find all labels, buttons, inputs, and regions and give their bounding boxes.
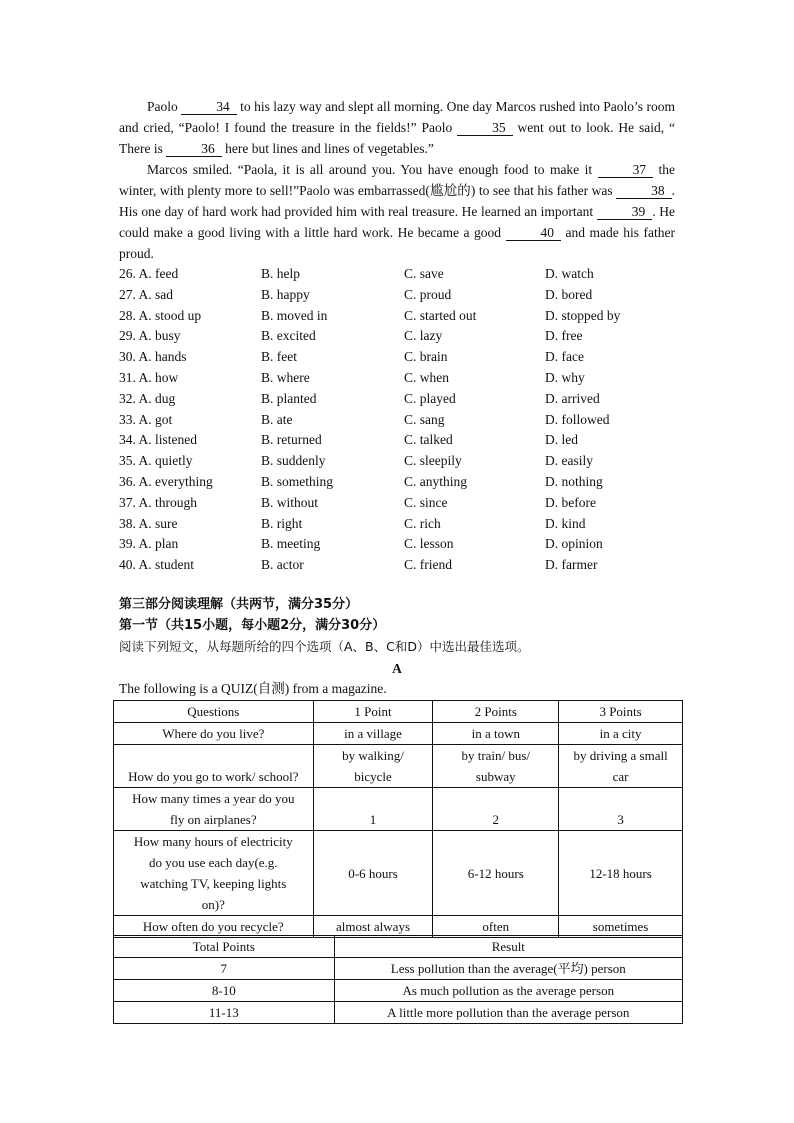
table-row [114,980,683,1002]
passage-paragraph-2 [119,159,675,264]
section-heading: 第三部分阅读理解（共两节，满分35分） [119,596,359,612]
option-row [119,326,675,347]
option-a: 33. A. got [119,411,173,427]
answer-cell: 12-18 hours [559,831,683,916]
question-cell [114,788,314,831]
answer-cell: almost always [313,916,433,938]
option-row [119,306,675,327]
option-b: B. feet [261,349,297,365]
option-a: 36. A. everything [119,473,213,489]
option-a: 28. A. stood up [119,307,202,323]
option-a: 26. A. feed [119,266,179,281]
passage-intro: The following is a QUIZ(自测) from a magazine. [119,680,387,696]
result-cell: Less pollution than the average(平均) person [334,958,682,980]
blank-37: 37 [598,162,654,178]
option-row [119,493,675,514]
quiz-table [113,700,683,938]
result-cell: A little more pollution than the average person [334,1002,682,1024]
cell-line: by train/ bus/ [461,748,531,763]
option-d: D. bored [545,286,593,302]
cell-line: do you use each day(e.g. [149,855,278,870]
option-b: B. ate [261,411,293,427]
option-d: D. arrived [545,390,600,406]
option-c: C. save [404,266,444,281]
text: went out to look. He said, “ There is [119,120,675,156]
option-row [119,430,675,451]
answer-cell: 6-12 hours [433,831,559,916]
question-text: How do you go to work/ school? [128,769,299,784]
cell-line: bicycle [354,769,392,784]
option-a: 32. A. dug [119,390,176,406]
option-b: B. help [261,266,300,281]
option-row [119,264,675,285]
blank-35: 35 [457,120,513,136]
option-a: 29. A. busy [119,328,181,344]
blank-36: 36 [166,141,222,157]
option-d: D. led [545,432,578,448]
table-row [114,958,683,980]
option-row [119,451,675,472]
option-c: C. since [404,494,448,510]
option-c: C. sleepily [404,453,462,469]
instruction: 阅读下列短文，从每题所给的四个选项（A、B、C和D）中选出最佳选项。 [119,638,530,654]
points-cell: 11-13 [114,1002,335,1024]
text: Paolo [147,99,182,114]
option-a: 39. A. plan [119,536,179,552]
option-a: 35. A. quietly [119,453,193,469]
passage-paragraph-1 [119,96,675,159]
table-row [114,788,683,831]
option-row [119,347,675,368]
option-b: B. moved in [261,307,328,323]
answer-cell: 2 [433,788,559,831]
option-d: D. before [545,494,596,510]
option-c: C. talked [404,432,453,448]
option-b: B. suddenly [261,453,326,469]
option-b: B. excited [261,328,316,344]
header-cell: 3 Points [559,701,683,723]
cell-line: by driving a small [573,748,668,763]
cell-line: on)? [201,897,225,912]
text: and made his father proud. [119,225,675,261]
option-d: D. nothing [545,473,603,489]
table-row [114,745,683,788]
option-d: D. easily [545,453,593,469]
answer-cell: in a city [559,723,683,745]
header-cell: Questions [114,701,314,723]
option-a: 34. A. listened [119,432,197,448]
option-c: C. lesson [404,536,454,552]
option-c: C. when [404,369,449,385]
option-d: D. kind [545,515,586,531]
option-d: D. free [545,328,583,344]
option-b: B. right [261,515,303,531]
text: . He could make a good living with a little hard work. He became a good [119,204,675,240]
table-header-row [114,701,683,723]
option-b: B. happy [261,286,310,302]
option-a: 31. A. how [119,369,179,385]
cell-line: fly on airplanes? [169,812,257,827]
answer-cell: in a town [433,723,559,745]
result-cell: As much pollution as the average person [334,980,682,1002]
table-row [114,831,683,916]
option-d: D. face [545,349,584,365]
option-d: D. farmer [545,557,598,573]
option-c: C. sang [404,411,445,427]
page [119,96,675,699]
cell-line: How many times a year do you [132,791,295,806]
text: to his lazy way and slept all morning. One day Marcos rushed into Paolo’s room and cried, “Paolo! I found the treasure in the fields!” Paolo [119,99,675,135]
option-c: C. lazy [404,328,443,344]
text: . His one day of hard work had provided him with real treasure. He learned an important [119,183,675,219]
answer-cell: 0-6 hours [313,831,433,916]
text: here but lines and lines of vegetables.” [221,141,434,156]
cell-line: watching TV, keeping lights [140,876,287,891]
header-cell: 2 Points [433,701,559,723]
table-row [114,1002,683,1024]
option-a: 27. A. sad [119,286,173,302]
option-c: C. proud [404,286,452,302]
subsection-heading: 第一节（共15小题，每小题2分，满分30分） [119,617,386,633]
answer-cell [559,745,683,788]
option-c: C. friend [404,557,452,573]
option-row [119,472,675,493]
option-a: 30. A. hands [119,349,187,365]
passage-letter: A [392,660,402,676]
question-cell: How often do you recycle? [114,916,314,938]
option-b: B. actor [261,557,304,573]
option-d: D. why [545,369,585,385]
option-row [119,534,675,555]
option-row [119,368,675,389]
cell-line: car [612,769,629,784]
text: Marcos smiled. “Paola, it is all around you. You have enough food to make it [147,162,598,177]
option-b: B. planted [261,390,317,406]
question-cell [114,831,314,916]
option-d: D. opinion [545,536,603,552]
cell-line: How many hours of electricity [133,834,293,849]
cell-line: subway [475,769,516,784]
text: the winter, with plenty more to sell!”Paolo was embarrassed(尴尬的) to see that his father was [119,162,675,198]
header-cell: 1 Point [313,701,433,723]
cell-line: by walking/ [342,748,404,763]
option-d: D. stopped by [545,307,621,323]
option-row [119,410,675,431]
option-b: B. meeting [261,536,321,552]
option-d: D. watch [545,266,594,281]
result-table [113,935,683,1024]
options-list [119,264,675,576]
question-cell [114,745,314,788]
option-d: D. followed [545,411,610,427]
option-b: B. where [261,369,310,385]
table-header-row [114,936,683,958]
blank-40: 40 [506,225,562,241]
blank-38: 38 [616,183,672,199]
option-b: B. without [261,494,319,510]
answer-cell: sometimes [559,916,683,938]
option-c: C. brain [404,349,448,365]
option-row [119,285,675,306]
option-row [119,514,675,535]
blank-39: 39 [597,204,653,220]
option-c: C. anything [404,473,467,489]
answer-cell: often [433,916,559,938]
option-row [119,389,675,410]
option-c: C. rich [404,515,441,531]
option-b: B. returned [261,432,322,448]
answer-cell: 3 [559,788,683,831]
option-a: 37. A. through [119,494,198,510]
option-b: B. something [261,473,334,489]
option-c: C. started out [404,307,477,323]
option-a: 40. A. student [119,557,195,573]
table-row [114,723,683,745]
answer-cell [313,745,433,788]
option-c: C. played [404,390,456,406]
question-cell: Where do you live? [114,723,314,745]
option-row [119,555,675,576]
answer-cell: 1 [313,788,433,831]
header-cell: Total Points [114,936,335,958]
header-cell: Result [334,936,682,958]
points-cell: 8-10 [114,980,335,1002]
option-a: 38. A. sure [119,515,178,531]
blank-34: 34 [181,99,237,115]
points-cell: 7 [114,958,335,980]
answer-cell [433,745,559,788]
answer-cell: in a village [313,723,433,745]
